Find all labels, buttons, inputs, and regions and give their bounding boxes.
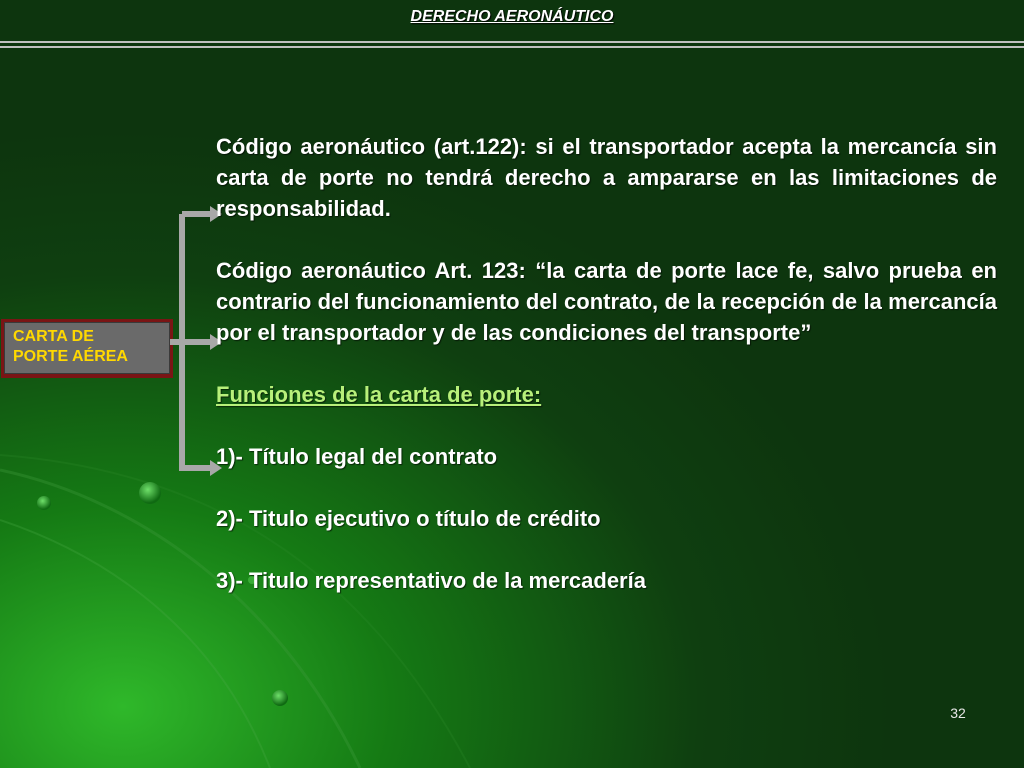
paragraph-art-123: Código aeronáutico Art. 123: “la carta de porte lace fe, salvo prueba en contrario del funcionamiento del contrato, de la recepción de la mercancía por el transportador y de las condiciones del transporte” — [216, 258, 997, 345]
label-line-2: PORTE AÉREA — [13, 348, 128, 365]
list-item: 3)- Titulo representativo de la mercadería — [216, 568, 646, 593]
header-divider-bottom — [0, 46, 1024, 48]
spacer — [216, 224, 997, 255]
spacer — [216, 410, 997, 441]
label-line-1: CARTA DE — [13, 328, 94, 345]
slide-header-title: DERECHO AERONÁUTICO — [410, 8, 614, 25]
slide-body — [216, 131, 997, 596]
page-number: 32 — [950, 705, 966, 721]
header-divider-top — [0, 41, 1024, 43]
carta-de-porte-label-box — [1, 319, 173, 378]
spacer — [216, 534, 997, 565]
list-item: 2)- Titulo ejecutivo o título de crédito — [216, 506, 601, 531]
spacer — [216, 472, 997, 503]
label-box-inner — [4, 322, 170, 374]
spacer — [216, 348, 997, 379]
list-item: 1)- Título legal del contrato — [216, 444, 498, 469]
functions-subtitle: Funciones de la carta de porte: — [216, 382, 542, 407]
paragraph-art-122: Código aeronáutico (art.122): si el transportador acepta la mercancía sin carta de porte no tendrá derecho a ampararse en las limitaciones de responsabilidad. — [216, 134, 997, 221]
